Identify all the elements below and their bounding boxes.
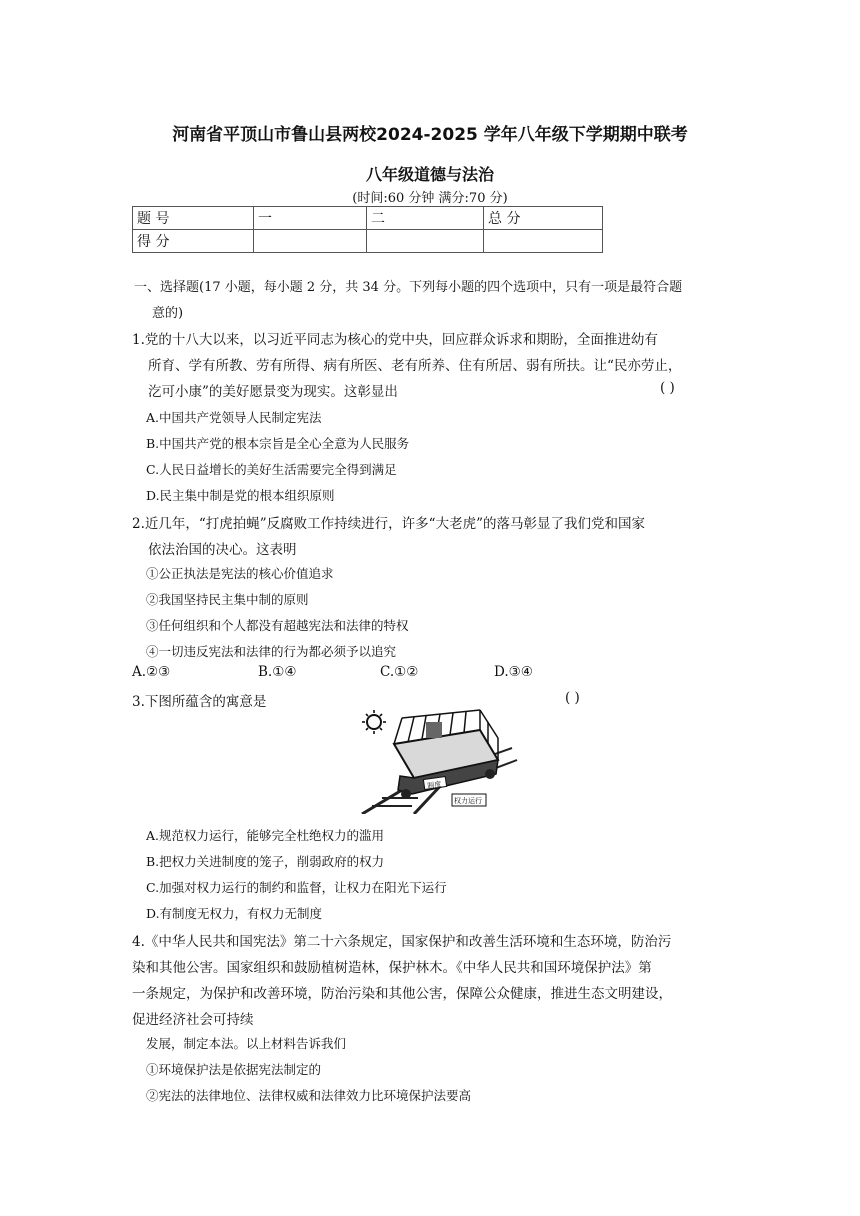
section-instructions: 一、选择题(17 小题，每小题 2 分，共 34 分。下列每小题的四个选项中，只有一项是最符合题	[134, 280, 683, 295]
score-cell: 二	[367, 207, 484, 230]
power-plate	[452, 794, 486, 806]
question-4-text: 发展，制定本法。以上材料告诉我们	[146, 1036, 347, 1051]
answer-blank[interactable]: ( )	[660, 380, 675, 396]
question-2-text: 依法治国的决心。这表明	[148, 542, 297, 558]
sun-icon	[362, 710, 386, 734]
question-2-text: 2.近几年，“打虎拍蝇”反腐败工作持续进行，许多“大老虎”的落马彰显了我们党和国家	[132, 516, 645, 532]
question-4-text: 4.《中华人民共和国宪法》第二十六条规定，国家保护和改善生活环境和生态环境，防治污	[132, 934, 672, 950]
question-1-text: 汔可小康”的美好愿景变为现实。这彰显出	[148, 384, 398, 400]
option-d[interactable]: D.有制度无权力，有权力无制度	[146, 906, 323, 921]
option-c[interactable]: C.人民日益增长的美好生活需要完全得到满足	[146, 462, 397, 477]
choice-a[interactable]: A.②③	[132, 664, 171, 680]
option-b[interactable]: B.把权力关进制度的笼子，削弱政府的权力	[146, 854, 385, 869]
statement-1: ①公正执法是宪法的核心价值追求	[146, 566, 334, 581]
score-table	[132, 206, 603, 253]
option-a[interactable]: A.中国共产党领导人民制定宪法	[146, 410, 322, 425]
score-cell: 一	[254, 207, 367, 230]
question-4-text: 一条规定，为保护和改善环境，防治污染和其他公害，保障公众健康，推进生态文明建设，	[132, 986, 672, 1002]
score-cell: 得 分	[133, 230, 254, 253]
statement-1: ①环境保护法是依据宪法制定的	[146, 1062, 322, 1077]
exam-title: 河南省平顶山市鲁山县两校2024-2025 学年八年级下学期期中联考	[172, 125, 688, 145]
option-d[interactable]: D.民主集中制是党的根本组织原则	[146, 488, 335, 503]
score-input-cell[interactable]	[484, 230, 603, 253]
statement-3: ③任何组织和个人都没有超越宪法和法律的特权	[146, 618, 409, 633]
answer-blank[interactable]: ( )	[565, 690, 580, 706]
score-cell: 题 号	[133, 207, 254, 230]
statement-2: ②宪法的法律地位、法律权威和法律效力比环境保护法要高	[146, 1088, 472, 1103]
cage-cart	[394, 710, 498, 799]
option-c[interactable]: C.加强对权力运行的制约和监督，让权力在阳光下运行	[146, 880, 447, 895]
score-input-cell[interactable]	[254, 230, 367, 253]
question-1-text: 1.党的十八大以来，以习近平同志为核心的党中央，回应群众诉求和期盼，全面推进幼有	[132, 332, 658, 348]
option-a[interactable]: A.规范权力运行，能够完全杜绝权力的滥用	[146, 828, 385, 843]
choice-c[interactable]: C.①②	[380, 664, 419, 680]
score-table-score-row	[133, 230, 603, 253]
question-4-text: 染和其他公害。国家组织和鼓励植树造林，保护林木。《中华人民共和国环境保护法》第	[132, 960, 652, 976]
cage-cart-illustration	[352, 708, 522, 814]
choice-b[interactable]: B.①④	[258, 664, 297, 680]
score-table-header-row	[133, 207, 603, 230]
question-3-text: 3.下图所蕴含的寓意是	[132, 694, 267, 710]
statement-4: ④一切违反宪法和法律的行为都必须予以追究	[146, 644, 397, 659]
cage-label: 制度	[426, 780, 442, 791]
exam-subtitle: 八年级道德与法治	[365, 165, 494, 184]
question-4-text: 促进经济社会可持续	[132, 1012, 254, 1028]
question-1-text: 所育、学有所教、劳有所得、病有所医、老有所养、住有所居、弱有所扶。让“民亦劳止，	[148, 358, 682, 374]
section-instructions-cont: 意的)	[152, 306, 184, 321]
option-b[interactable]: B.中国共产党的根本宗旨是全心全意为人民服务	[146, 436, 410, 451]
choice-d[interactable]: D.③④	[494, 664, 533, 680]
statement-2: ②我国坚持民主集中制的原则	[146, 592, 309, 607]
score-cell: 总 分	[484, 207, 603, 230]
score-input-cell[interactable]	[367, 230, 484, 253]
exam-time-info: (时间:60 分钟 满分:70 分)	[352, 191, 508, 206]
power-label: 权力运行	[454, 797, 482, 805]
